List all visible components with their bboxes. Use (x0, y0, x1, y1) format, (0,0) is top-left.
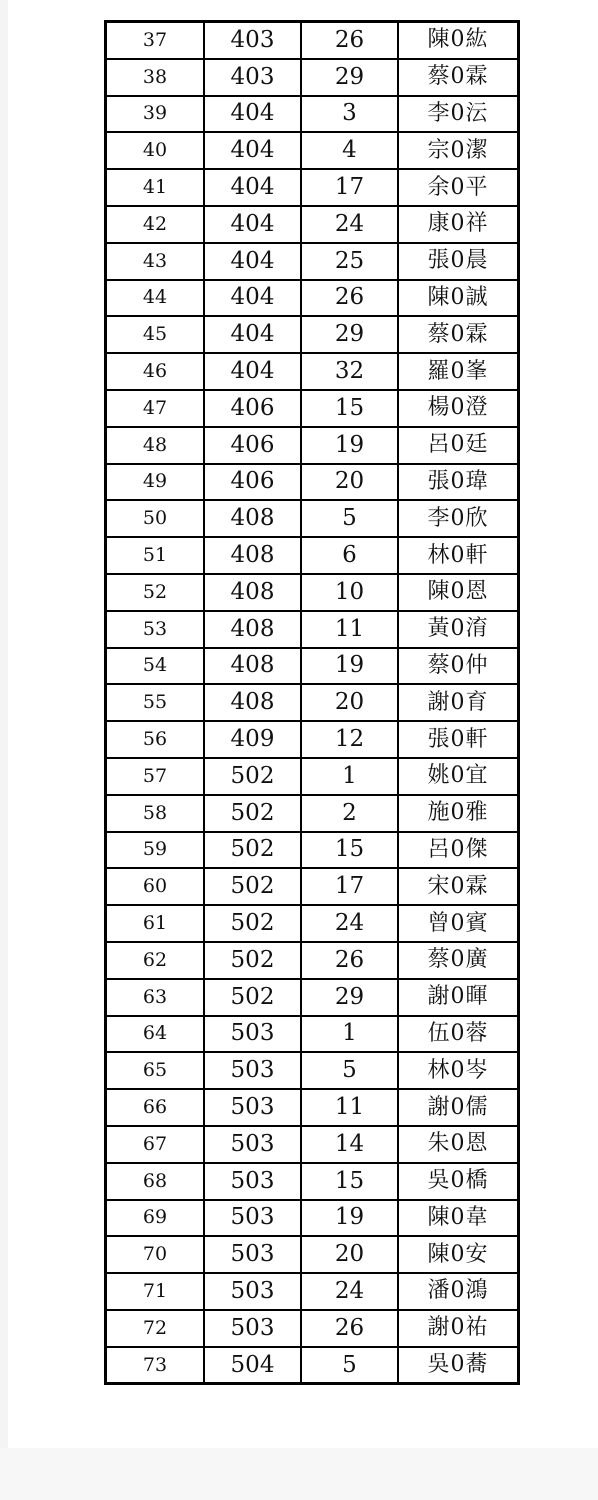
class-cell: 408 (204, 574, 301, 611)
class-cell: 404 (204, 316, 301, 353)
student-name-cell: 陳0紘 (398, 22, 519, 59)
seq-cell: 39 (106, 96, 205, 133)
class-cell: 503 (204, 1236, 301, 1273)
class-cell: 502 (204, 942, 301, 979)
student-name-cell: 蔡0霖 (398, 316, 519, 353)
table-row (106, 243, 519, 280)
student-name-cell: 姚0宜 (398, 758, 519, 795)
table-row (106, 464, 519, 501)
seq-cell: 53 (106, 611, 205, 648)
student-name-cell: 康0祥 (398, 206, 519, 243)
student-name-cell: 黃0淯 (398, 611, 519, 648)
table-row (106, 537, 519, 574)
seq-cell: 60 (106, 868, 205, 905)
seq-cell: 64 (106, 1016, 205, 1053)
seq-cell: 45 (106, 316, 205, 353)
table-row (106, 1200, 519, 1237)
class-cell: 403 (204, 59, 301, 96)
seat-number-cell: 20 (301, 1236, 398, 1273)
table-row (106, 721, 519, 758)
student-name-cell: 潘0鴻 (398, 1273, 519, 1310)
class-cell: 404 (204, 206, 301, 243)
seq-cell: 57 (106, 758, 205, 795)
class-cell: 406 (204, 464, 301, 501)
student-name-cell: 楊0澄 (398, 390, 519, 427)
seq-cell: 70 (106, 1236, 205, 1273)
student-name-cell: 呂0廷 (398, 427, 519, 464)
seat-number-cell: 15 (301, 1163, 398, 1200)
table-row (106, 1347, 519, 1384)
seq-cell: 65 (106, 1052, 205, 1089)
table-row (106, 59, 519, 96)
student-name-cell: 余0平 (398, 169, 519, 206)
student-name-cell: 吳0橋 (398, 1163, 519, 1200)
seq-cell: 50 (106, 500, 205, 537)
table-row (106, 169, 519, 206)
seq-cell: 71 (106, 1273, 205, 1310)
seq-cell: 63 (106, 979, 205, 1016)
seq-cell: 72 (106, 1310, 205, 1347)
class-cell: 408 (204, 684, 301, 721)
student-name-cell: 施0雅 (398, 795, 519, 832)
table-row (106, 1016, 519, 1053)
seat-number-cell: 11 (301, 611, 398, 648)
seq-cell: 48 (106, 427, 205, 464)
seat-number-cell: 26 (301, 942, 398, 979)
class-cell: 503 (204, 1310, 301, 1347)
class-cell: 504 (204, 1347, 301, 1384)
table-row (106, 206, 519, 243)
student-name-cell: 曾0賓 (398, 905, 519, 942)
class-cell: 503 (204, 1089, 301, 1126)
student-name-cell: 張0軒 (398, 721, 519, 758)
seq-cell: 41 (106, 169, 205, 206)
class-cell: 503 (204, 1163, 301, 1200)
seat-number-cell: 24 (301, 1273, 398, 1310)
seq-cell: 67 (106, 1126, 205, 1163)
seq-cell: 73 (106, 1347, 205, 1384)
student-name-cell: 呂0傑 (398, 832, 519, 869)
student-name-cell: 謝0祐 (398, 1310, 519, 1347)
class-cell: 502 (204, 758, 301, 795)
student-name-cell: 林0軒 (398, 537, 519, 574)
table-row (106, 132, 519, 169)
class-cell: 404 (204, 132, 301, 169)
seat-number-cell: 1 (301, 1016, 398, 1053)
seat-number-cell: 24 (301, 206, 398, 243)
class-cell: 404 (204, 243, 301, 280)
table-row (106, 979, 519, 1016)
table-row (106, 905, 519, 942)
seat-number-cell: 26 (301, 1310, 398, 1347)
student-name-cell: 羅0峯 (398, 353, 519, 390)
student-name-cell: 陳0韋 (398, 1200, 519, 1237)
table-row (106, 280, 519, 317)
class-cell: 404 (204, 280, 301, 317)
seq-cell: 56 (106, 721, 205, 758)
seat-number-cell: 29 (301, 316, 398, 353)
seq-cell: 54 (106, 648, 205, 685)
seat-number-cell: 19 (301, 427, 398, 464)
table-row (106, 1273, 519, 1310)
seat-number-cell: 26 (301, 280, 398, 317)
seat-number-cell: 25 (301, 243, 398, 280)
seq-cell: 37 (106, 22, 205, 59)
table-row (106, 22, 519, 59)
student-name-cell: 謝0育 (398, 684, 519, 721)
student-name-cell: 宗0潔 (398, 132, 519, 169)
seat-number-cell: 19 (301, 648, 398, 685)
seat-number-cell: 5 (301, 1347, 398, 1384)
student-name-cell: 李0沄 (398, 96, 519, 133)
table-row (106, 500, 519, 537)
seat-number-cell: 5 (301, 1052, 398, 1089)
student-name-cell: 蔡0霖 (398, 59, 519, 96)
class-cell: 404 (204, 169, 301, 206)
student-name-cell: 謝0儒 (398, 1089, 519, 1126)
seat-number-cell: 24 (301, 905, 398, 942)
class-cell: 502 (204, 795, 301, 832)
seq-cell: 47 (106, 390, 205, 427)
seat-number-cell: 15 (301, 832, 398, 869)
student-name-cell: 蔡0仲 (398, 648, 519, 685)
table-row (106, 353, 519, 390)
table-row (106, 1052, 519, 1089)
class-cell: 503 (204, 1016, 301, 1053)
table-row (106, 832, 519, 869)
seat-number-cell: 20 (301, 684, 398, 721)
table-row (106, 795, 519, 832)
student-name-cell: 伍0蓉 (398, 1016, 519, 1053)
table-row (106, 1236, 519, 1273)
class-cell: 503 (204, 1200, 301, 1237)
table-row (106, 684, 519, 721)
student-name-cell: 陳0恩 (398, 574, 519, 611)
seat-number-cell: 12 (301, 721, 398, 758)
table-row (106, 574, 519, 611)
seq-cell: 55 (106, 684, 205, 721)
student-name-cell: 張0瑋 (398, 464, 519, 501)
class-cell: 502 (204, 832, 301, 869)
class-cell: 503 (204, 1052, 301, 1089)
table-row (106, 942, 519, 979)
class-cell: 502 (204, 905, 301, 942)
seq-cell: 52 (106, 574, 205, 611)
student-name-cell: 陳0安 (398, 1236, 519, 1273)
seq-cell: 43 (106, 243, 205, 280)
seat-number-cell: 20 (301, 464, 398, 501)
seq-cell: 40 (106, 132, 205, 169)
table-row (106, 96, 519, 133)
table-row (106, 1310, 519, 1347)
table-row (106, 316, 519, 353)
table-row (106, 758, 519, 795)
class-cell: 408 (204, 648, 301, 685)
table-row (106, 611, 519, 648)
seat-number-cell: 19 (301, 1200, 398, 1237)
seat-number-cell: 11 (301, 1089, 398, 1126)
seat-number-cell: 29 (301, 979, 398, 1016)
seat-number-cell: 17 (301, 868, 398, 905)
class-cell: 408 (204, 611, 301, 648)
class-cell: 406 (204, 427, 301, 464)
table-row (106, 390, 519, 427)
seq-cell: 38 (106, 59, 205, 96)
seq-cell: 49 (106, 464, 205, 501)
student-name-cell: 宋0霖 (398, 868, 519, 905)
class-cell: 408 (204, 537, 301, 574)
student-name-cell: 謝0暉 (398, 979, 519, 1016)
table-row (106, 868, 519, 905)
class-cell: 502 (204, 979, 301, 1016)
class-cell: 502 (204, 868, 301, 905)
class-cell: 404 (204, 96, 301, 133)
seat-number-cell: 6 (301, 537, 398, 574)
class-cell: 503 (204, 1126, 301, 1163)
student-name-cell: 陳0誠 (398, 280, 519, 317)
table-row (106, 648, 519, 685)
class-cell: 503 (204, 1273, 301, 1310)
seat-number-cell: 10 (301, 574, 398, 611)
student-name-cell: 李0欣 (398, 500, 519, 537)
class-cell: 403 (204, 22, 301, 59)
seat-number-cell: 4 (301, 132, 398, 169)
student-name-cell: 張0晨 (398, 243, 519, 280)
seat-number-cell: 29 (301, 59, 398, 96)
seq-cell: 61 (106, 905, 205, 942)
seq-cell: 59 (106, 832, 205, 869)
roster-body (106, 22, 519, 1384)
seat-number-cell: 3 (301, 96, 398, 133)
seq-cell: 46 (106, 353, 205, 390)
seq-cell: 69 (106, 1200, 205, 1237)
student-name-cell: 蔡0廣 (398, 942, 519, 979)
class-cell: 404 (204, 353, 301, 390)
seq-cell: 58 (106, 795, 205, 832)
table-row (106, 427, 519, 464)
seat-number-cell: 5 (301, 500, 398, 537)
seq-cell: 44 (106, 280, 205, 317)
class-cell: 406 (204, 390, 301, 427)
seat-number-cell: 26 (301, 22, 398, 59)
seat-number-cell: 2 (301, 795, 398, 832)
seq-cell: 68 (106, 1163, 205, 1200)
seat-number-cell: 15 (301, 390, 398, 427)
seat-number-cell: 32 (301, 353, 398, 390)
seq-cell: 42 (106, 206, 205, 243)
student-name-cell: 吳0蕎 (398, 1347, 519, 1384)
student-name-cell: 林0岑 (398, 1052, 519, 1089)
student-name-cell: 朱0恩 (398, 1126, 519, 1163)
seq-cell: 62 (106, 942, 205, 979)
page-left-edge (0, 0, 8, 1500)
table-row (106, 1126, 519, 1163)
seat-number-cell: 1 (301, 758, 398, 795)
seat-number-cell: 17 (301, 169, 398, 206)
seat-number-cell: 14 (301, 1126, 398, 1163)
table-row (106, 1089, 519, 1126)
seq-cell: 66 (106, 1089, 205, 1126)
class-cell: 408 (204, 500, 301, 537)
seq-cell: 51 (106, 537, 205, 574)
student-roster-table (104, 20, 520, 1385)
table-row (106, 1163, 519, 1200)
page-bottom-margin (0, 1448, 598, 1500)
class-cell: 409 (204, 721, 301, 758)
